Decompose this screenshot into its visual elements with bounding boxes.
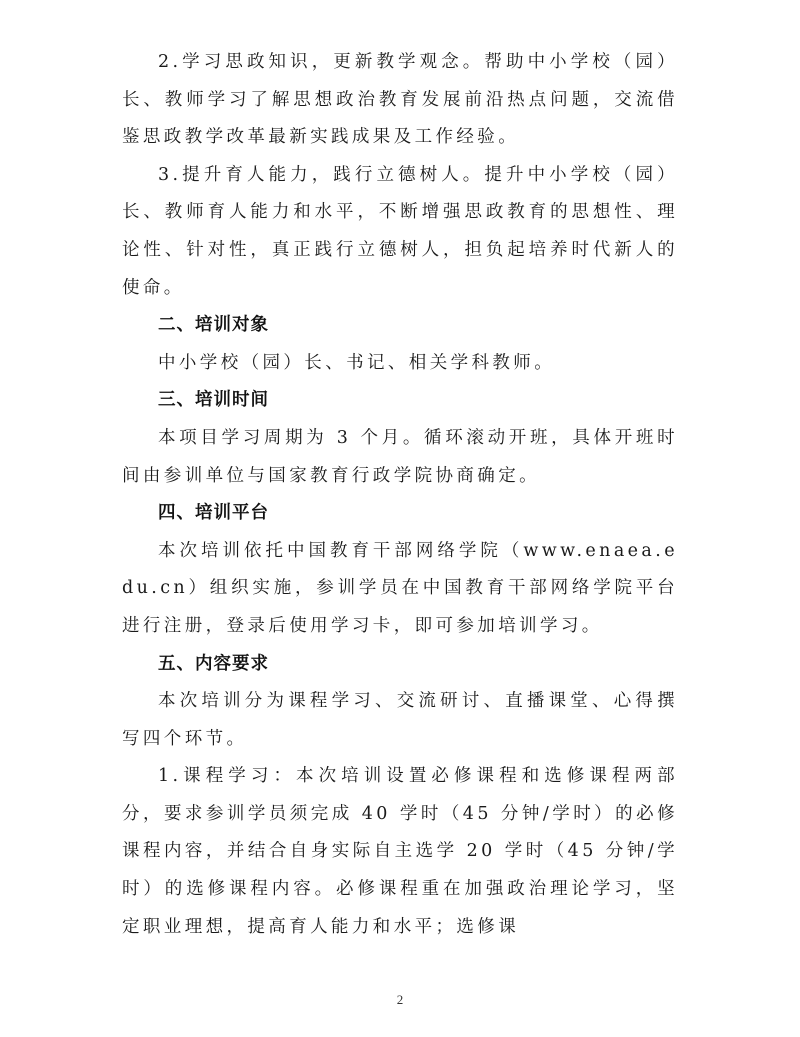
- paragraph-course-study: 1.课程学习：本次培训设置必修课程和选修课程两部分，要求参训学员须完成 40 学时（45 分钟/学时）的必修课程内容，并结合自身实际自主选学 20 学时（45 分钟/学时）的选修课程内容。必修课程重在加强政治理论学习，坚定职业理想，提高育人能力和水平；选修课: [122, 766, 678, 937]
- heading-content-requirements: 五、内容要求: [158, 653, 269, 674]
- paragraph-training-platform: 本次培训依托中国教育干部网络学院（www.enaea.edu.cn）组织实施，参训学员在中国教育干部网络学院平台进行注册，登录后使用学习卡，即可参加培训学习。: [122, 540, 678, 636]
- paragraph-training-target: 中小学校（园）长、书记、相关学科教师。: [158, 352, 556, 373]
- paragraph-goal-3: 3.提升育人能力，践行立德树人。提升中小学校（园）长、教师育人能力和水平，不断增强思政教育的思想性、理论性、针对性，真正践行立德树人，担负起培养时代新人的使命。: [122, 164, 678, 298]
- paragraph-content-overview: 本次培训分为课程学习、交流研讨、直播课堂、心得撰写四个环节。: [122, 691, 678, 749]
- page-number: 2: [396, 992, 404, 1007]
- paragraph-goal-2: 2.学习思政知识，更新教学观念。帮助中小学校（园）长、教师学习了解思想政治教育发展前沿热点问题，交流借鉴思政教学改革最新实践成果及工作经验。: [122, 52, 678, 148]
- heading-training-time: 三、培训时间: [158, 390, 269, 411]
- heading-training-target: 二、培训对象: [158, 315, 269, 336]
- document-body: [122, 44, 678, 946]
- heading-training-platform: 四、培训平台: [158, 503, 269, 524]
- paragraph-training-time: 本项目学习周期为 3 个月。循环滚动开班，具体开班时间由参训单位与国家教育行政学院协商确定。: [122, 427, 678, 486]
